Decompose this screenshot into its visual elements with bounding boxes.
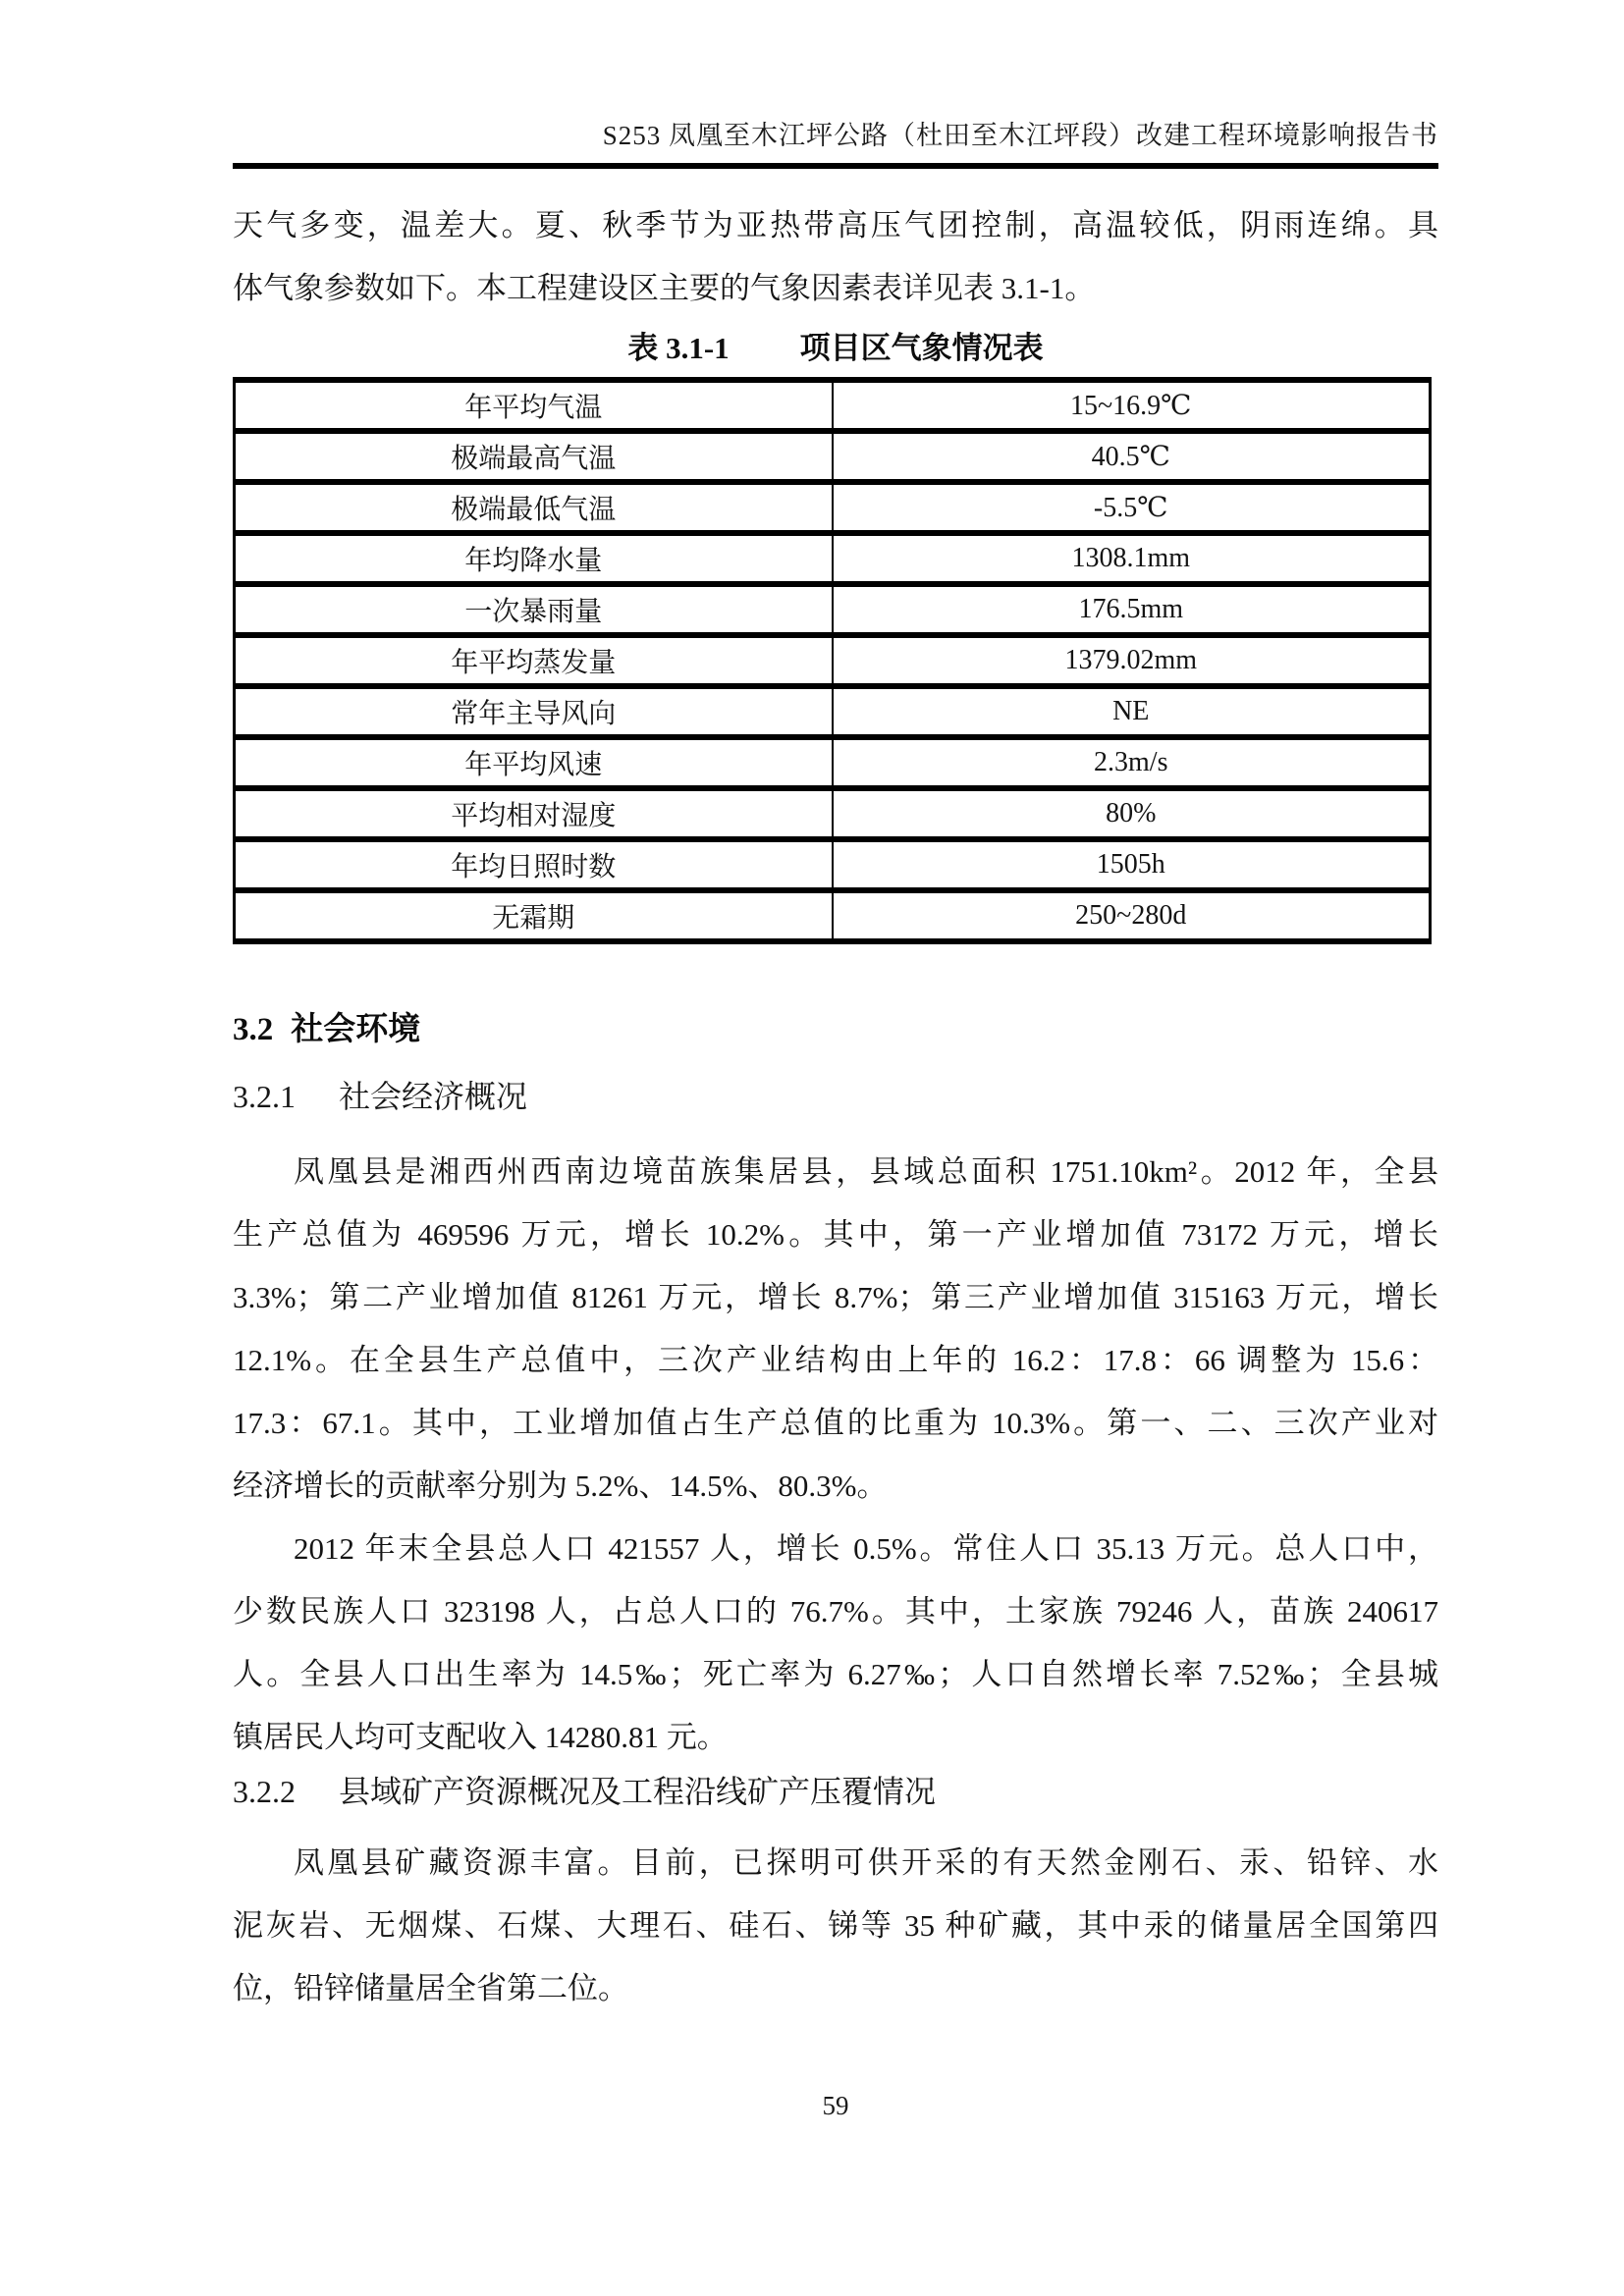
table-row [235, 788, 1431, 839]
paragraph-line: 凤凰县是湘西州西南边境苗族集居县，县域总面积 1751.10km²。2012 年，全县 [294, 1154, 1438, 1189]
section-title: 社会环境 [291, 1010, 421, 1046]
table-caption-title: 项目区气象情况表 [799, 331, 1044, 365]
table-caption [233, 320, 1438, 377]
table-row [235, 584, 1431, 635]
table-cell-item: 年均日照时数 [451, 852, 617, 882]
table-row [235, 533, 1431, 584]
table-cell-item: 极端最低气温 [451, 495, 617, 525]
table-row [235, 635, 1431, 686]
intro-paragraph [233, 194, 1438, 320]
paragraph-line: 生产总值为 469596 万元，增长 10.2%。其中，第一产业增加值 73172 万元，增长 [233, 1217, 1438, 1252]
table-cell-item: 极端最高气温 [451, 444, 617, 474]
table-cell-item: 年平均风速 [464, 750, 603, 780]
minerals-paragraph [233, 1832, 1438, 2020]
table-row [235, 737, 1431, 788]
table-row [235, 431, 1431, 482]
weather-table [233, 377, 1432, 944]
section-heading-3-2-1 [233, 1074, 1438, 1119]
economy-paragraph [233, 1141, 1438, 1518]
table-cell-item: 年平均气温 [464, 393, 603, 423]
table-cell-value: 2.3m/s [833, 737, 1431, 788]
paragraph-line: 12.1%。在全县生产总值中，三次产业结构由上年的 16.2：17.8：66 调整为 15.6： [233, 1343, 1438, 1377]
content-column [233, 0, 1438, 2121]
table-cell-value: -5.5℃ [833, 482, 1431, 533]
population-paragraph [233, 1518, 1438, 1769]
table-cell-value: 250~280d [833, 890, 1431, 941]
table-cell-value: 1308.1mm [833, 533, 1431, 584]
table-cell-item: 无霜期 [492, 903, 575, 934]
paragraph-line: 17.3：67.1。其中，工业增加值占生产总值的比重为 10.3%。第一、二、三次产业对 [233, 1406, 1438, 1440]
paragraph-line: 凤凰县矿藏资源丰富。目前，已探明可供开采的有天然金刚石、汞、铅锌、水 [294, 1845, 1438, 1880]
paragraph-line: 泥灰岩、无烟煤、石煤、大理石、硅石、锑等 35 种矿藏，其中汞的储量居全国第四 [233, 1908, 1438, 1943]
paragraph-line: 人。全县人口出生率为 14.5‰；死亡率为 6.27‰；人口自然增长率 7.52‰；全县城 [233, 1657, 1438, 1691]
table-caption-label: 表 3.1-1 [627, 331, 730, 365]
table-cell-item: 年均降水量 [464, 546, 603, 576]
table-cell-value: 80% [833, 788, 1431, 839]
section-title: 县域矿产资源概况及工程沿线矿产压覆情况 [339, 1774, 937, 1809]
paragraph-line: 3.3%；第二产业增加值 81261 万元，增长 8.7%；第三产业增加值 315163 万元，增长 [233, 1280, 1438, 1314]
section-title: 社会经济概况 [339, 1079, 528, 1114]
section-heading-3-2 [233, 1006, 1438, 1052]
table-cell-value: 1379.02mm [833, 635, 1431, 686]
paragraph-line: 位，铅锌储量居全省第二位。 [233, 1971, 628, 2005]
table-row [235, 380, 1431, 431]
table-cell-value: 40.5℃ [833, 431, 1431, 482]
section-heading-3-2-2 [233, 1769, 1438, 1814]
page-header-title: S253 凤凰至木江坪公路（杜田至木江坪段）改建工程环境影响报告书 [602, 121, 1438, 150]
page-number: 59 [822, 2091, 849, 2120]
paragraph-line: 体气象参数如下。本工程建设区主要的气象因素表详见表 3.1-1。 [233, 271, 1096, 305]
table-cell-value: 1505h [833, 839, 1431, 890]
table-cell-value: 176.5mm [833, 584, 1431, 635]
paragraph-line: 少数民族人口 323198 人，占总人口的 76.7%。其中，土家族 79246 人，苗族 240617 [233, 1594, 1438, 1629]
section-number: 3.2.2 [233, 1774, 296, 1809]
table-cell-value: NE [833, 686, 1431, 737]
table-cell-item: 年平均蒸发量 [451, 648, 617, 678]
paragraph-line: 天气多变，温差大。夏、秋季节为亚热带高压气团控制，高温较低，阴雨连绵。具 [233, 208, 1438, 242]
table-row [235, 839, 1431, 890]
section-number: 3.2 [233, 1012, 274, 1047]
paragraph-line: 经济增长的贡献率分别为 5.2%、14.5%、80.3%。 [233, 1468, 888, 1503]
table-cell-value: 15~16.9℃ [833, 380, 1431, 431]
paragraph-line: 镇居民人均可支配收入 14280.81 元。 [233, 1720, 728, 1754]
table-cell-item: 常年主导风向 [451, 699, 617, 729]
table-row [235, 890, 1431, 941]
table-cell-item: 平均相对湿度 [451, 801, 617, 831]
table-row [235, 686, 1431, 737]
header-rule [233, 163, 1438, 169]
table-cell-item: 一次暴雨量 [464, 597, 603, 627]
section-number: 3.2.1 [233, 1079, 296, 1114]
table-row [235, 482, 1431, 533]
paragraph-line: 2012 年末全县总人口 421557 人，增长 0.5%。常住人口 35.13 万元。总人口中， [294, 1531, 1438, 1566]
